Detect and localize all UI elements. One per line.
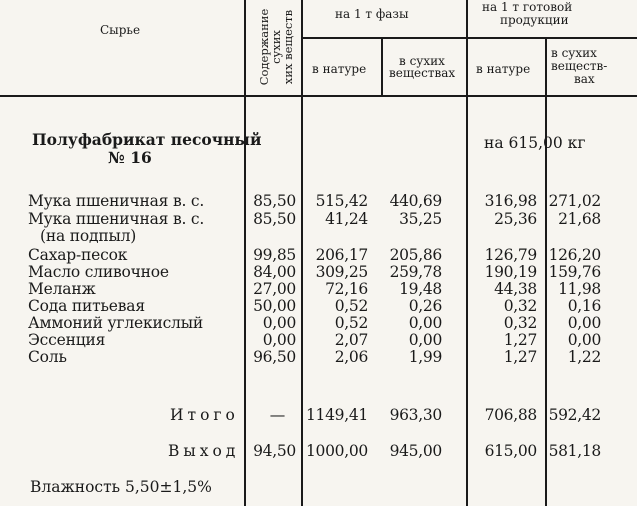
row-5-c1: 27,00	[253, 280, 296, 298]
row-9-c3: 1,99	[408, 348, 442, 366]
row-7-c3: 0,00	[408, 314, 442, 332]
row-5-c2: 72,16	[325, 280, 368, 298]
col-divider-5	[545, 38, 547, 506]
row-1-c1: 85,50	[253, 210, 296, 228]
row-1-c3: 35,25	[399, 210, 442, 228]
header-sub-natural2: в натуре	[476, 62, 531, 76]
row-0-c5: 271,02	[548, 192, 601, 210]
header-content-vertical	[257, 7, 295, 87]
row-0-c4: 316,98	[484, 192, 537, 210]
itogo-label: Итого	[170, 406, 239, 424]
col-divider-3	[381, 38, 383, 96]
row-6-c4: 0,32	[503, 297, 537, 315]
section-title-line1: Полуфабрикат песочный	[32, 130, 262, 149]
row-8-c1: 0,00	[262, 331, 296, 349]
row-9-c5: 1,22	[567, 348, 601, 366]
row-3-c3: 205,86	[389, 246, 442, 264]
col-divider-2	[301, 0, 303, 506]
row-8-name: Эссенция	[28, 331, 106, 349]
vyhod-label: Выход	[168, 442, 240, 460]
section-note: на 615,00 кг	[484, 134, 586, 152]
header-phase: на 1 т фазы	[335, 7, 409, 21]
row-7-c1: 0,00	[262, 314, 296, 332]
row-8-c3: 0,00	[408, 331, 442, 349]
header-subrule-2	[466, 37, 637, 39]
row-0-c1: 85,50	[253, 192, 296, 210]
row-4-c2: 309,25	[315, 263, 368, 281]
row-4-c5: 159,76	[548, 263, 601, 281]
row-9-c1: 96,50	[253, 348, 296, 366]
vyhod-c4: 615,00	[484, 442, 537, 460]
vyhod-c3: 945,00	[389, 442, 442, 460]
row-3-name: Сахар-песок	[28, 246, 128, 264]
row-6-c2: 0,52	[334, 297, 368, 315]
header-sub-dry-line1: в сухих	[399, 54, 445, 68]
row-4-name: Масло сливочное	[28, 263, 169, 281]
row-1-c2: 41,24	[325, 210, 368, 228]
row-7-c2: 0,52	[334, 314, 368, 332]
row-5-c3: 19,48	[399, 280, 442, 298]
header-subrule-1	[301, 37, 466, 39]
itogo-c1: —	[269, 406, 285, 424]
vyhod-c5: 581,18	[548, 442, 601, 460]
row-6-c5: 0,16	[567, 297, 601, 315]
row-3-c5: 126,20	[548, 246, 601, 264]
itogo-c3: 963,30	[389, 406, 442, 424]
header-sub-dry-line2: веществах	[389, 66, 456, 80]
row-5-c5: 11,98	[558, 280, 601, 298]
moisture-note: Влажность 5,50±1,5%	[30, 478, 212, 496]
header-raw: Сырье	[100, 23, 141, 37]
row-3-c1: 99,85	[253, 246, 296, 264]
row-8-c4: 1,27	[503, 331, 537, 349]
row-0-c2: 515,42	[315, 192, 368, 210]
row-1-c4: 25,36	[494, 210, 537, 228]
row-7-c5: 0,00	[567, 314, 601, 332]
row-7-name: Аммоний углекислый	[28, 314, 203, 332]
itogo-c4: 706,88	[484, 406, 537, 424]
row-0-name: Мука пшеничная в. с.	[28, 192, 205, 210]
vyhod-c1: 94,50	[253, 442, 296, 460]
header-content-line1: Содержание сухих	[257, 8, 283, 86]
row-4-c3: 259,78	[389, 263, 442, 281]
itogo-c5: 592,42	[548, 406, 601, 424]
row-9-c4: 1,27	[503, 348, 537, 366]
row-4-c1: 84,00	[253, 263, 296, 281]
row-5-c4: 44,38	[494, 280, 537, 298]
header-sub-dry2-line1: в сухих	[551, 46, 597, 60]
col-divider-4	[466, 0, 468, 506]
header-content-line2: хих веществ	[281, 9, 295, 85]
header-sub-dry2-line2: веществ-	[551, 59, 608, 73]
header-bottom-rule	[0, 95, 637, 97]
row-1-name: Мука пшеничная в. с.	[28, 210, 205, 228]
row-6-c3: 0,26	[408, 297, 442, 315]
row-2-name: (на подпыл)	[40, 227, 137, 245]
row-3-c4: 126,79	[484, 246, 537, 264]
row-1-c5: 21,68	[558, 210, 601, 228]
row-3-c2: 206,17	[315, 246, 368, 264]
row-5-name: Меланж	[28, 280, 96, 298]
row-8-c5: 0,00	[567, 331, 601, 349]
header-sub-natural: в натуре	[312, 62, 367, 76]
row-6-name: Сода питьевая	[28, 297, 145, 315]
col-divider-1	[244, 0, 246, 506]
row-6-c1: 50,00	[253, 297, 296, 315]
vyhod-c2: 1000,00	[306, 442, 368, 460]
header-product-line1: на 1 т готовой	[482, 0, 573, 14]
header-product-line2: продукции	[500, 13, 569, 27]
itogo-c2: 1149,41	[306, 406, 368, 424]
section-title-line2: № 16	[108, 148, 152, 167]
row-9-name: Соль	[28, 348, 67, 366]
row-8-c2: 2,07	[334, 331, 368, 349]
row-4-c4: 190,19	[484, 263, 537, 281]
row-7-c4: 0,32	[503, 314, 537, 332]
row-0-c3: 440,69	[389, 192, 442, 210]
row-9-c2: 2,06	[334, 348, 368, 366]
header-sub-dry2-line3: вах	[574, 72, 595, 86]
